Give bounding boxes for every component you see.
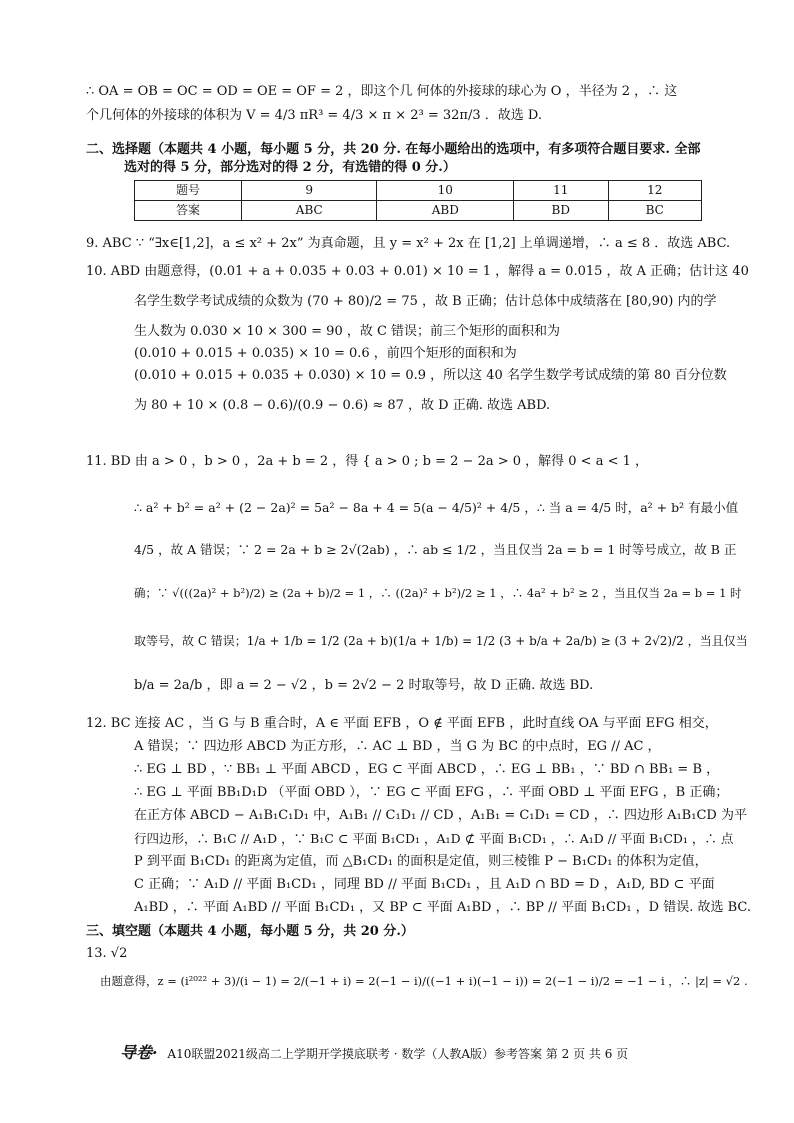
table-row: [135, 201, 702, 221]
q12-line-2: A 错误；∵ 四边形 ABCD 为正方形，∴ AC ⊥ BD ，当 G 为 BC 的中点时，EG // AC ，: [134, 739, 661, 754]
section3-title: 三、填空题（本题共 4 小题，每小题 5 分，共 20 分.）: [86, 924, 414, 939]
q11-line-3: 4/5 ，故 A 错误；∵ 2 = 2a + b ≥ 2√(2ab) ，∴ ab ≤ 1/2 ，当且仅当 2a = b = 1 时等号成立，故 B 正: [134, 542, 737, 557]
intro-line-1: ∴ OA = OB = OC = OD = OE = OF = 2 ，即这个几 何体的外接球的球心为 O ，半径为 2 ，∴ 这: [86, 84, 678, 99]
q12-line-3: ∴ EG ⊥ BD ，∵ BB₁ ⊥ 平面 ABCD ，EG ⊂ 平面 ABCD ，∴ EG ⊥ BB₁ ，∵ BD ∩ BB₁ = B ，: [134, 762, 720, 777]
q11-line-6: b/a = 2a/b ，即 a = 2 − √2 ，b = 2√2 − 2 时取等号，故 D 正确. 故选 BD.: [134, 678, 594, 693]
q10-line-3: 生人数为 0.030 × 10 × 300 = 90 ，故 C 错误；前三个矩形的面积和为: [134, 324, 561, 339]
q11-line-2: ∴ a² + b² = a² + (2 − 2a)² = 5a² − 8a + 4 = 5(a − 4/5)² + 4/5 ，∴ 当 a = 4/5 时，a² + b² 有最小值: [134, 500, 739, 515]
q10-line-4: (0.010 + 0.015 + 0.035) × 10 = 0.6 ，前四个矩形的面积和为: [134, 346, 517, 361]
table-cell: 11: [514, 181, 609, 201]
q10-line-1: 10. ABD 由题意得，(0.01 + a + 0.035 + 0.03 + 0.01) × 10 = 1 ，解得 a = 0.015 ，故 A 正确；估计这 40: [86, 264, 749, 279]
q11-line-1: 11. BD 由 a > 0 ，b > 0 ，2a + b = 2 ，得 { a > 0 ; b = 2 − 2a > 0 ，解得 0 < a < 1 ，: [86, 454, 649, 469]
q12-line-4: ∴ EG ⊥ 平面 BB₁D₁D （平面 OBD ），∵ EG ⊂ 平面 EFG ，∴ 平面 OBD ⊥ 平面 EFG ，B 正确；: [134, 785, 729, 800]
footer-text: A10联盟2021级高二上学期开学摸底联考 · 数学（人教A版）参考答案 第 2 页 共 6 页: [167, 1047, 629, 1061]
q10-line-2: 名学生数学考试成绩的众数为 (70 + 80)/2 = 75 ，故 B 正确；估计总体中成绩落在 [80,90) 内的学: [134, 294, 717, 309]
q13-answer: 13. √2: [86, 946, 128, 961]
q13-solution: 由题意得，z = (i²⁰²² + 3)/(i − 1) = 2/(−1 + i) = 2(−1 − i)/((−1 + i)(−1 − i)) = 2(−1 − i)/2 = −1 − i ，∴ |z| = √2 .: [100, 974, 748, 988]
section2-title-line-2: 选对的得 5 分，部分选对的得 2 分，有选错的得 0 分.）: [124, 160, 456, 175]
table-cell: 9: [242, 181, 377, 201]
q12-line-9: A₁BD ，∴ 平面 A₁BD // 平面 B₁CD₁ ，又 BP ⊂ 平面 A₁BD ，∴ BP // 平面 B₁CD₁ ，D 错误. 故选 BC.: [134, 900, 752, 915]
section2-title-line-1: 二、选择题（本题共 4 小题，每小题 5 分，共 20 分. 在每小题给出的选项中，有多项符合题目要求. 全部: [86, 142, 701, 157]
q12-line-5: 在正方体 ABCD − A₁B₁C₁D₁ 中，A₁B₁ // C₁D₁ // CD ，A₁B₁ = C₁D₁ = CD ，∴ 四边形 A₁B₁CD 为平: [134, 808, 747, 823]
q10-line-6: 为 80 + 10 × (0.8 − 0.6)/(0.9 − 0.6) ≈ 87 ，故 D 正确. 故选 ABD.: [134, 398, 551, 413]
table-cell: ABC: [242, 201, 377, 221]
intro-line-2: 个几何体的外接球的体积为 V = 4/3 πR³ = 4/3 × π × 2³ = 32π/3 ．故选 D.: [86, 108, 542, 123]
q10-line-5: (0.010 + 0.015 + 0.035 + 0.030) × 10 = 0.9 ，所以这 40 名学生数学考试成绩的第 80 百分位数: [134, 368, 727, 383]
table-cell: ABD: [377, 201, 514, 221]
answer-table: [134, 180, 702, 221]
page-footer: [120, 1043, 628, 1063]
q12-line-8: C 正确；∵ A₁D // 平面 B₁CD₁ ，同理 BD // 平面 B₁CD₁ ，且 A₁D ∩ BD = D ，A₁D, BD ⊂ 平面: [134, 877, 715, 892]
q12-line-1: 12. BC 连接 AC ，当 G 与 B 重合时，A ∈ 平面 EFB ，O ∉ 平面 EFB ，此时直线 OA 与平面 EFG 相交，: [86, 716, 718, 731]
q12-line-6: 行四边形，∴ B₁C // A₁D ，∵ B₁C ⊂ 平面 B₁CD₁ ，A₁D ⊄ 平面 B₁CD₁ ，∴ A₁D // 平面 B₁CD₁ ，∴ 点: [134, 831, 734, 846]
table-cell: BD: [514, 201, 609, 221]
publisher-logo: 导卷·: [120, 1043, 158, 1062]
q11-line-5: 取等号，故 C 错误；1/a + 1/b = 1/2 (2a + b)(1/a + 1/b) = 1/2 (3 + b/a + 2a/b) ≥ (3 + 2√2)/2 ，当且仅当: [134, 634, 748, 648]
table-row-label: 答案: [135, 201, 242, 221]
table-cell: 10: [377, 181, 514, 201]
table-row: [135, 181, 702, 201]
q11-line-4: 确；∵ √(((2a)² + b²)/2) ≥ (2a + b)/2 = 1 ，∴ ((2a)² + b²)/2 ≥ 1 ，∴ 4a² + b² ≥ 2 ，当且仅当 2a = b = 1 时: [134, 586, 742, 600]
table-cell: 12: [608, 181, 701, 201]
q9-solution: 9. ABC ∵ “∃x∈[1,2]，a ≤ x² + 2x” 为真命题，且 y = x² + 2x 在 [1,2] 上单调递增，∴ a ≤ 8 ．故选 ABC.: [86, 236, 731, 251]
q12-line-7: P 到平面 B₁CD₁ 的距离为定值，而 △B₁CD₁ 的面积是定值，则三棱锥 P − B₁CD₁ 的体积为定值，: [134, 854, 708, 869]
table-cell: BC: [608, 201, 701, 221]
table-row-label: 题号: [135, 181, 242, 201]
